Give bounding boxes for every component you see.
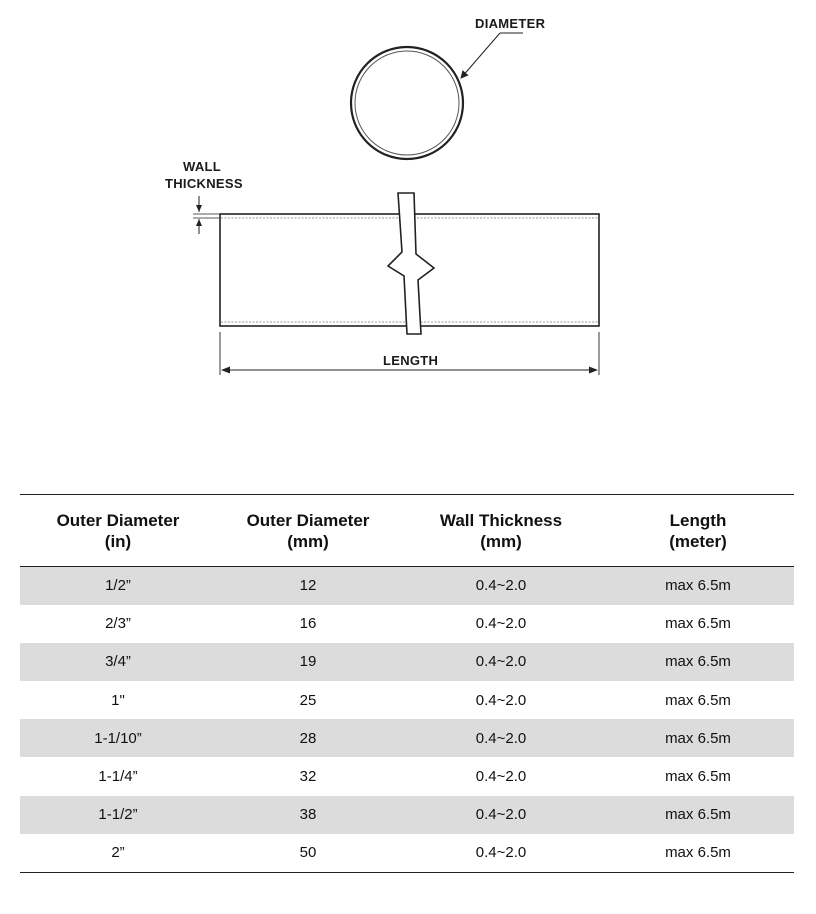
cell-length: max 6.5m (665, 577, 731, 595)
cell-outer-diameter-in: 1" (111, 691, 125, 709)
wall-label-line1: WALL (183, 159, 222, 174)
header-unit: (mm) (287, 531, 329, 551)
cell-outer-diameter-mm: 50 (216, 834, 400, 872)
header-line: Length (669, 510, 727, 530)
table-row (20, 567, 794, 605)
cell-length: max 6.5m (602, 834, 794, 872)
length-label: LENGTH (383, 353, 439, 368)
cell-wall-thickness: 0.4~2.0 (475, 729, 527, 747)
cell-outer-diameter-in: 2/3” (105, 615, 131, 633)
cell-outer-diameter-mm: 16 (299, 615, 317, 633)
table-row (20, 757, 794, 795)
pipe-spec-table (20, 494, 794, 873)
wall-thickness-indicator (193, 196, 219, 234)
cell-wall-thickness: 0.4~2.0 (475, 691, 527, 709)
cell-outer-diameter-mm: 32 (299, 768, 317, 786)
table-row (20, 719, 794, 757)
cell-length: max 6.5m (665, 806, 731, 824)
header-line: Outer Diameter (56, 510, 180, 530)
cell-length: max 6.5m (665, 691, 731, 709)
table-row (20, 681, 794, 719)
cell-outer-diameter-in: 2” (20, 834, 216, 872)
cell-outer-diameter-mm: 19 (299, 653, 317, 671)
pipe-diagram (0, 0, 816, 400)
header-line: Outer Diameter (246, 510, 370, 530)
header-wall-thickness (400, 495, 602, 567)
cell-outer-diameter-mm: 38 (299, 806, 317, 824)
diameter-leader-arrow (461, 33, 523, 78)
table-row (20, 605, 794, 643)
cell-outer-diameter-in: 1-1/10” (94, 729, 142, 747)
table-row (20, 834, 794, 872)
table-row (20, 796, 794, 834)
header-unit: (in) (104, 531, 132, 551)
cell-outer-diameter-in: 3/4” (105, 653, 131, 671)
cell-outer-diameter-mm: 28 (299, 729, 317, 747)
cell-outer-diameter-mm: 25 (299, 691, 317, 709)
header-unit: (meter) (669, 531, 727, 551)
cell-outer-diameter-in: 1-1/2” (98, 806, 138, 824)
header-unit: (mm) (480, 531, 522, 551)
cell-outer-diameter-in: 1-1/4” (98, 768, 138, 786)
header-outer-diameter-mm (216, 495, 400, 567)
cell-length: max 6.5m (665, 653, 731, 671)
cell-wall-thickness: 0.4~2.0 (475, 806, 527, 824)
header-line: Wall Thickness (439, 510, 563, 530)
cell-length: max 6.5m (665, 768, 731, 786)
cell-wall-thickness: 0.4~2.0 (400, 834, 602, 872)
cell-outer-diameter-mm: 12 (299, 577, 317, 595)
cell-length: max 6.5m (665, 729, 731, 747)
cell-outer-diameter-in: 1/2” (105, 577, 131, 595)
cell-length: max 6.5m (665, 615, 731, 633)
cell-wall-thickness: 0.4~2.0 (475, 577, 527, 595)
wall-label-line2: THICKNESS (165, 176, 243, 191)
table-header-row (20, 495, 794, 567)
header-outer-diameter-in (20, 495, 216, 567)
pipe-cross-section (351, 47, 463, 159)
diameter-label: DIAMETER (475, 16, 546, 31)
header-length (602, 495, 794, 567)
table-row (20, 643, 794, 681)
cell-wall-thickness: 0.4~2.0 (475, 615, 527, 633)
cell-wall-thickness: 0.4~2.0 (475, 768, 527, 786)
cell-wall-thickness: 0.4~2.0 (475, 653, 527, 671)
